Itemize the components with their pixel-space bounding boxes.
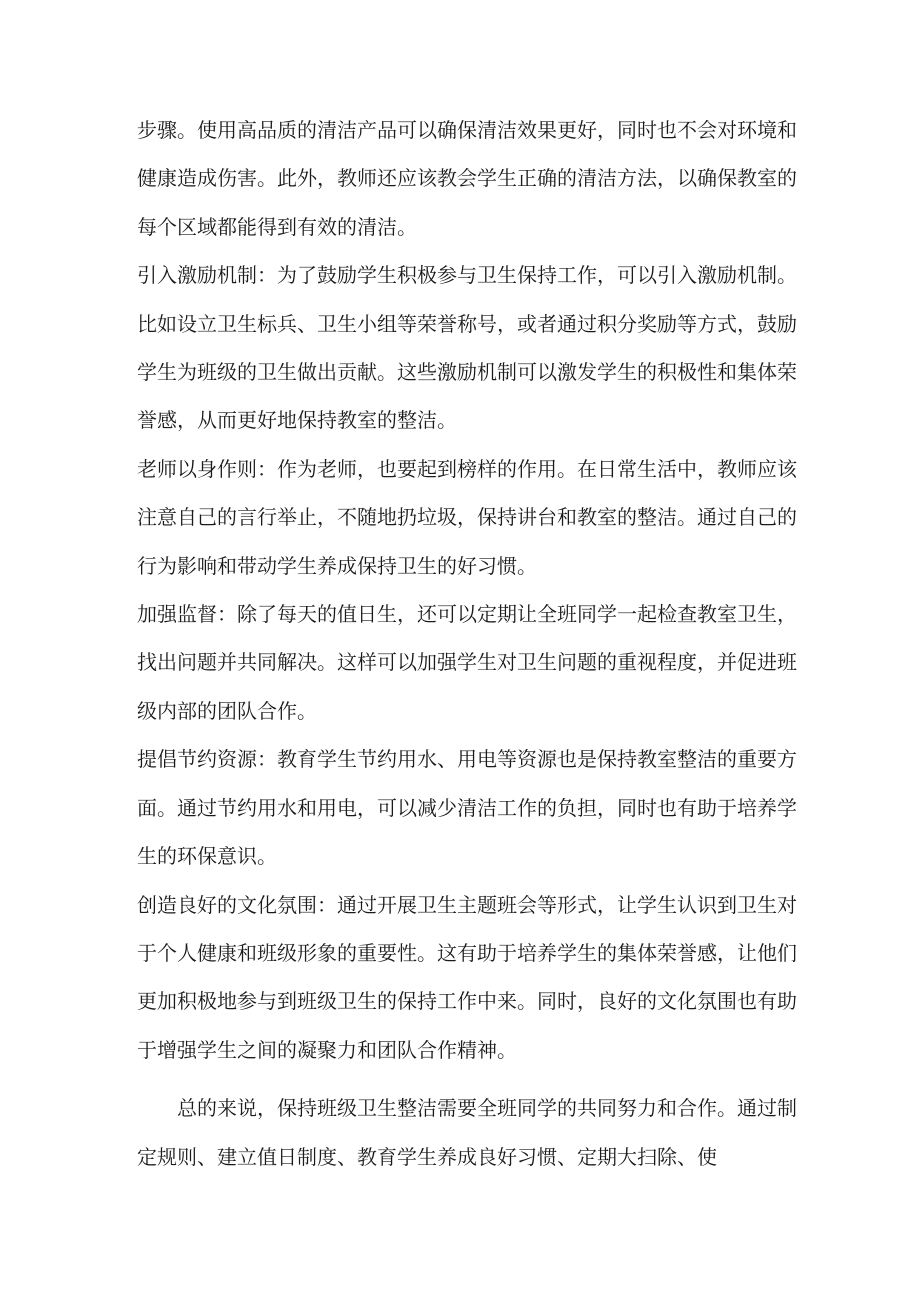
paragraph-cultural-atmosphere: 创造良好的文化氛围：通过开展卫生主题班会等形式，让学生认识到卫生对于个人健康和班级形象的重要性。这有助于培养学生的集体荣誉感，让他们更加积极地参与到班级卫生的保持工作中来。同时，良好的文化氛围也有助于增强学生之间的凝聚力和团队合作精神。 [137, 892, 797, 1062]
paragraph-summary: 总的来说，保持班级卫生整洁需要全班同学的共同努力和合作。通过制定规则、建立值日制度、教育学生养成良好习惯、定期大扫除、使 [137, 1096, 797, 1169]
paragraph-supervision: 加强监督：除了每天的值日生，还可以定期让全班同学一起检查教室卫生，找出问题并共同解决。这样可以加强学生对卫生问题的重视程度，并促进班级内部的团队合作。 [137, 602, 797, 723]
paragraph-incentive-mechanism: 引入激励机制：为了鼓励学生积极参与卫生保持工作，可以引入激励机制。比如设立卫生标兵、卫生小组等荣誉称号，或者通过积分奖励等方式，鼓励学生为班级的卫生做出贡献。这些激励机制可以激发学生的积极性和集体荣誉感，从而更好地保持教室的整洁。 [137, 263, 797, 433]
paragraph-teacher-example: 老师以身作则：作为老师，也要起到榜样的作用。在日常生活中，教师应该注意自己的言行举止，不随地扔垃圾，保持讲台和教室的整洁。通过自己的行为影响和带动学生养成保持卫生的好习惯。 [137, 456, 797, 578]
document-body [137, 106, 797, 1181]
paragraph-save-resources: 提倡节约资源：教育学生节约用水、用电等资源也是保持教室整洁的重要方面。通过节约用水和用电，可以减少清洁工作的负担，同时也有助于培养学生的环保意识。 [137, 747, 797, 869]
paragraph-cleaning-products: 步骤。使用高品质的清洁产品可以确保清洁效果更好，同时也不会对环境和健康造成伤害。此外，教师还应该教会学生正确的清洁方法，以确保教室的每个区域都能得到有效的清洁。 [137, 118, 797, 239]
